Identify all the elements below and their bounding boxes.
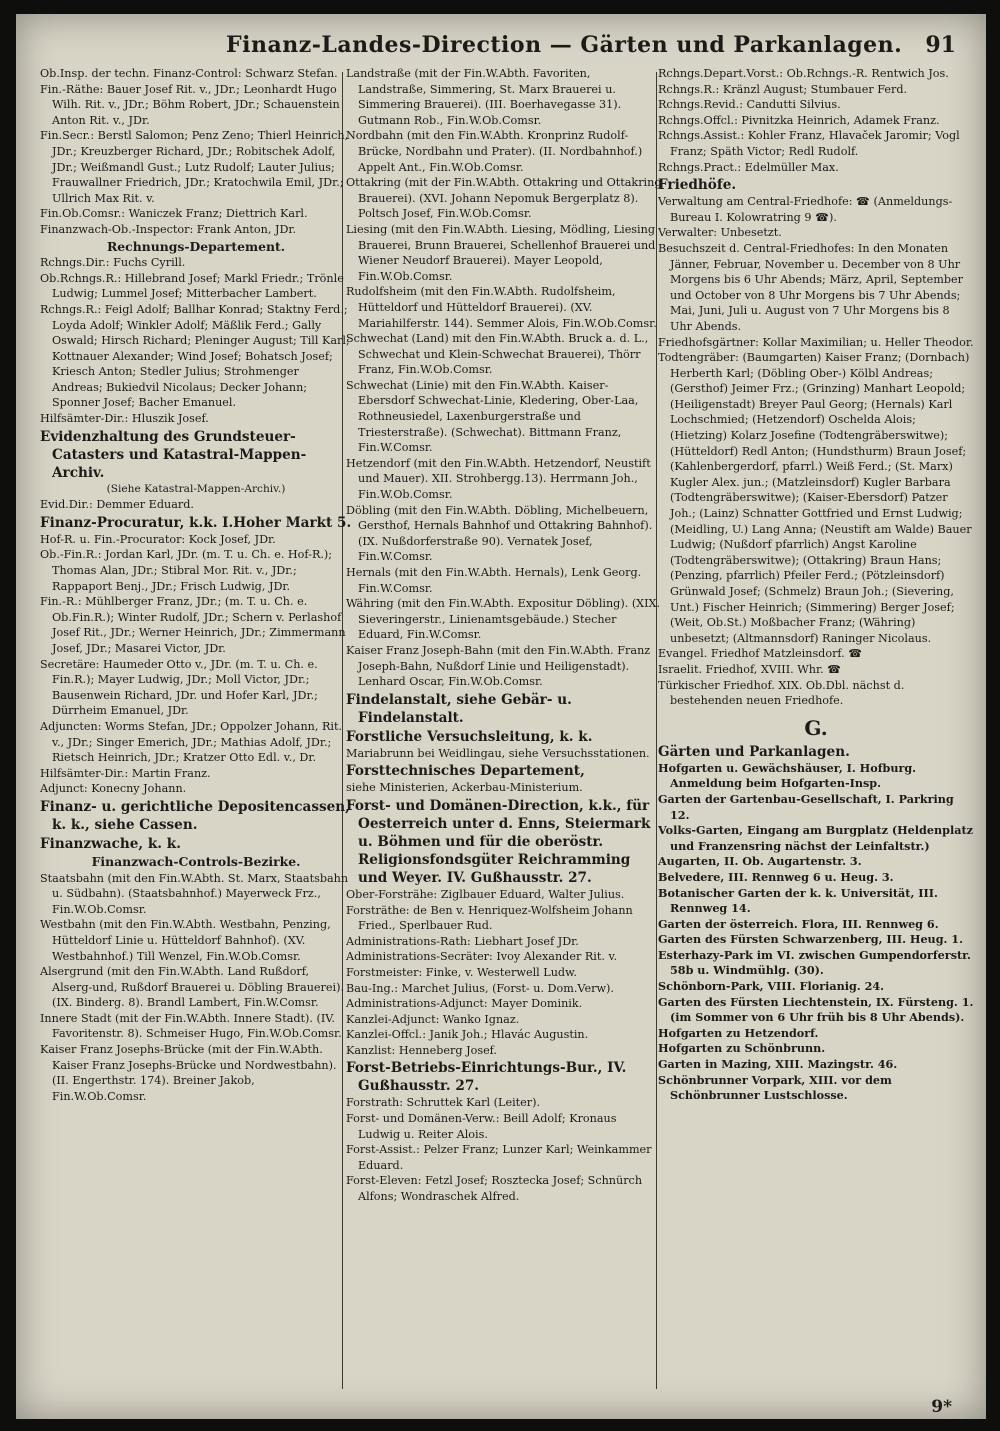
directory-entry: Hilfsämter-Dir.: Martin Franz. <box>40 766 211 780</box>
directory-entry: Administrations-Rath: Liebhart Josef JDr. <box>346 934 579 948</box>
directory-entry: Forstmeister: Finke, v. Westerwell Ludw. <box>346 965 577 979</box>
garden-entry: Garten in Mazing, XIII. Mazingstr. 46. <box>658 1057 898 1072</box>
directory-entry: Rchngs.R.: Feigl Adolf; Ballhar Konrad; Staktny Ferd.; Loyda Adolf; Winkler Adolf; Mäßlik Ferd.; Gally Oswald; Hirsch Richard; Pleninger August; Till Karl; Kottnauer Alexander; Wind Josef; Bohatsch Josef; Kriesch Anton; Stedler Julius; Strohmenger Andreas; Bukiedvil Nicolaus; Decker Johann; Sponner Josef; Bacher Emanuel. <box>40 302 350 410</box>
directory-entry: Forsträthe: de Ben v. Henriquez-Wolfsheim Johann Fried., Sperlbauer Rud. <box>346 903 633 933</box>
garden-entry: Volks-Garten, Eingang am Burgplatz (Heldenplatz und Franzensring nächst der Leinfaltstr.) <box>658 823 973 853</box>
directory-entry: Rchngs.Offcl.: Pivnitzka Heinrich, Adamek Franz. <box>658 113 940 127</box>
garden-entry: Garten des Fürsten Schwarzenberg, III. Heug. 1. <box>658 932 963 947</box>
section-heading: Forsttechnisches Departement, <box>346 763 585 780</box>
text-column-middle <box>346 66 662 1389</box>
directory-entry: Ob.Rchngs.R.: Hillebrand Josef; Markl Friedr.; Trönle Ludwig; Lummel Josef; Mitterbacher Lambert. <box>40 271 344 301</box>
running-header <box>16 28 986 68</box>
signature-mark: 9* <box>931 1397 952 1417</box>
directory-entry: Schwechat (Land) mit den Fin.W.Abth. Bruck a. d. L., Schwechat und Klein-Schwechat Brauerei), Thörr Franz, Fin.W.Ob.Comsr. <box>346 332 649 377</box>
section-heading: Finanzwache, k. k. <box>40 835 181 852</box>
directory-entry: Adjuncten: Worms Stefan, JDr.; Oppolzer Johann, Rit. v., JDr.; Singer Emerich, JDr.; Mathias Adolf, JDr.; Rietsch Heinrich, JDr.; Kratzer Otto Edl. v., Dr. <box>40 719 343 765</box>
garden-entry: Garten der österreich. Flora, III. Rennweg 6. <box>658 916 939 931</box>
directory-entry: Staatsbahn (mit den Fin.W.Abth. St. Marx, Staatsbahn u. Südbahn). (Staatsbahnhof.) Mayerweck Frz., Fin.W.Ob.Comsr. <box>40 871 349 916</box>
directory-entry: Fin.Secr.: Berstl Salomon; Penz Zeno; Thierl Heinrich, JDr.; Kreuzberger Richard, JDr.; Robitschek Adolf, JDr.; Weißmandl Gust.; Lutz Rudolf; Lauter Julius; Frauwallner Friedrich, JDr.; Kratochwila Emil, JDr.; Ullrich Max Rit. v. <box>40 129 349 205</box>
directory-entry: Verwaltung am Central-Friedhofe: ☎ (Anmeldungs-Bureau I. Kolowratring 9 ☎). <box>658 195 953 224</box>
directory-entry: Finanzwach-Ob.-Inspector: Frank Anton, JDr. <box>40 222 297 236</box>
garden-entry: Belvedere, III. Rennweg 6 u. Heug. 3. <box>658 869 894 884</box>
directory-entry: Hetzendorf (mit den Fin.W.Abth. Hetzendorf, Neustift und Mauer). XII. Strohbergg.13). Herrmann Joh., Fin.W.Ob.Comsr. <box>346 456 651 502</box>
garden-entry: Hofgarten zu Hetzendorf. <box>658 1025 819 1040</box>
directory-entry: Evangel. Friedhof Matzleinsdorf. ☎ <box>658 647 863 661</box>
directory-entry: Rchngs.R.: Kränzl August; Stumbauer Ferd. <box>658 82 908 96</box>
garden-entry: Botanischer Garten der k. k. Universität, III. Rennweg 14. <box>658 885 938 916</box>
directory-entry: Israelit. Friedhof, XVIII. Whr. ☎ <box>658 662 842 676</box>
directory-entry: Döbling (mit den Fin.W.Abth. Döbling, Michelbeuern, Gersthof, Hernals Bahnhof und Ottakring Bahnhof). (IX. Nußdorferstraße 90). Vernatek Josef, Fin.W.Comsr. <box>346 503 653 564</box>
directory-entry: Besuchszeit d. Central-Friedhofes: In den Monaten Jänner, Februar, November u. December von 8 Uhr Morgens bis 6 Uhr Abends; März, April, September und October von 8 Uhr Morgens bis 7 Uhr Abends; Mai, Juni, Juli u. August von 7 Uhr Morgens bis 8 Uhr Abends. <box>658 241 964 333</box>
directory-entry: Forst- und Domänen-Verw.: Beill Adolf; Kronaus Ludwig u. Reiter Alois. <box>346 1112 617 1141</box>
directory-entry: Hernals (mit den Fin.W.Abth. Hernals), Lenk Georg. Fin.W.Comsr. <box>346 566 642 595</box>
directory-entry: Friedhofsgärtner: Kollar Maximilian; u. Heller Theodor. <box>658 335 974 349</box>
page-number: 91 <box>925 32 956 58</box>
directory-entry: Landstraße (mit der Fin.W.Abth. Favoriten, Landstraße, Simmering, St. Marx Brauerei u. Simmering Brauerei). (III. Boerhavegasse 31). Gutmann Rob., Fin.W.Ob.Comsr. <box>346 67 622 127</box>
directory-entry: Westbahn (mit den Fin.W.Abth. Westbahn, Penzing, Hütteldorf Linie u. Hütteldorf Bahnhof). (XV. Westbahnhof.) Till Wenzel, Fin.W.Ob.Comsr. <box>40 918 331 963</box>
directory-entry: Administrations-Adjunct: Mayer Dominik. <box>346 997 583 1011</box>
garden-entry: Augarten, II. Ob. Augartenstr. 3. <box>658 854 862 869</box>
directory-entry: Rudolfsheim (mit den Fin.W.Abth. Rudolfsheim, Hütteldorf und Hütteldorf Brauerei). (XV. Mariahilferstr. 144). Semmer Alois, Fin.W.Ob.Comsr. <box>346 285 657 330</box>
directory-entry: Rchngs.Pract.: Edelmüller Max. <box>658 160 839 174</box>
sub-heading: Rechnungs-Departement. <box>106 238 286 254</box>
directory-entry: Innere Stadt (mit der Fin.W.Abth. Innere Stadt). (IV. Favoritenstr. 8). Schmeiser Hugo, Fin.W.Ob.Comsr. <box>40 1011 342 1041</box>
garden-entry: Hofgarten u. Gewächshäuser, I. Hofburg. Anmeldung beim Hofgarten-Insp. <box>658 760 917 791</box>
section-heading: Friedhöfe. <box>658 177 737 194</box>
directory-entry: Hof-R. u. Fin.-Procurator: Kock Josef, JDr. <box>40 532 276 546</box>
garden-entry: Garten des Fürsten Liechtenstein, IX. Fürsteng. 1. (im Sommer von 6 Uhr früh bis 8 Uhr Abends). <box>658 994 974 1025</box>
directory-entry: Fin.-R.: Mühlberger Franz, JDr.; (m. T. u. Ch. e. Ob.Fin.R.); Winter Rudolf, JDr.; Schern v. Perlashof Josef Rit., JDr.; Werner Heinrich, JDr.; Zimmermann Josef, JDr.; Masarei Victor, JDr. <box>40 595 346 655</box>
section-heading: Findelanstalt, siehe Gebär- u. Findelanstalt. <box>346 691 572 726</box>
directory-entry: Ob.Insp. der techn. Finanz-Control: Schwarz Stefan. <box>40 67 338 80</box>
directory-entry: Kaiser Franz Joseph-Bahn (mit den Fin.W.Abth. Franz Joseph-Bahn, Nußdorf Linie und Heiligenstadt). Lenhard Oscar, Fin.W.Ob.Comsr. <box>346 643 651 689</box>
directory-entry: Nordbahn (mit den Fin.W.Abth. Kronprinz Rudolf-Brücke, Nordbahn und Prater). (II. Nordbahnhof.) Appelt Ant., Fin.W.Ob.Comsr. <box>346 129 643 174</box>
directory-entry: Fin.-Räthe: Bauer Josef Rit. v., JDr.; Leonhardt Hugo Wilh. Rit. v., JDr.; Böhm Robert, JDr.; Schauenstein Anton Rit. v., JDr. <box>40 82 340 127</box>
garden-entry: Garten der Gartenbau-Gesellschaft, I. Parkring 12. <box>658 791 954 822</box>
directory-entry: Verwalter: Unbesetzt. <box>658 226 782 240</box>
section-heading: Finanz-Procuratur, k.k. I.Hoher Markt 5. <box>40 514 352 531</box>
directory-entry: Kaiser Franz Josephs-Brücke (mit der Fin.W.Abth. Kaiser Franz Josephs-Brücke und Nordwestbahn). (II. Engerthstr. 174). Breiner Jakob, Fin.W.Ob.Comsr. <box>40 1043 337 1103</box>
directory-entry: Forst-Assist.: Pelzer Franz; Lunzer Karl; Weinkammer Eduard. <box>346 1143 652 1172</box>
directory-entry: Rchngs.Assist.: Kohler Franz, Hlavaček Jaromir; Vogl Franz; Späth Victor; Redl Rudolf. <box>658 129 960 158</box>
directory-entry: Währing (mit den Fin.W.Abth. Expositur Döbling). (XIX. Sieveringerstr., Linienamtsgebäude.) Stecher Eduard, Fin.W.Comsr. <box>346 597 661 642</box>
garden-entry: Hofgarten zu Schönbrunn. <box>658 1041 826 1056</box>
sub-heading: Finanzwach-Controls-Bezirke. <box>91 853 301 869</box>
directory-entry: siehe Ministerien, Ackerbau-Ministerium. <box>346 781 583 795</box>
directory-entry: Evid.Dir.: Demmer Eduard. <box>40 498 194 512</box>
directory-entry: Schwechat (Linie) mit den Fin.W.Abth. Kaiser-Ebersdorf Schwechat-Linie, Kledering, Ober-Laa, Rothneusiedel, Laxenburgerstraße und Triesterstraße). (Schwechat). Bittmann Franz, Fin.W.Comsr. <box>346 378 639 455</box>
directory-entry: Liesing (mit den Fin.W.Abth. Liesing, Mödling, Liesing Brauerei, Brunn Brauerei, Schellenhof Brauerei und Wiener Neudorf Brauerei). Mayer Leopold, Fin.W.Ob.Comsr. <box>346 222 656 283</box>
directory-entry: Forst-Eleven: Fetzl Josef; Rosztecka Josef; Schnürch Alfons; Wondraschek Alfred. <box>346 1174 643 1204</box>
directory-entry: Rchngs.Dir.: Fuchs Cyrill. <box>40 256 186 270</box>
directory-entry: Alsergrund (mit den Fin.W.Abth. Land Rußdorf, Alserg-und, Rußdorf Brauerei u. Döbling Brauerei). (IX. Binderg. 8). Brandl Lambert, Fin.W.Comsr. <box>40 965 345 1010</box>
section-heading: Forstliche Versuchsleitung, k. k. <box>346 728 593 745</box>
directory-entry: Kanzlist: Henneberg Josef. <box>346 1043 497 1057</box>
directory-entry: Mariabrunn bei Weidlingau, siehe Versuchsstationen. <box>346 746 650 760</box>
directory-entry: Administrations-Secräter: Ivoy Alexander Rit. v. <box>346 950 618 964</box>
text-column-right <box>658 66 974 1389</box>
text-column-left <box>40 66 352 1389</box>
directory-entry: Rchngs.Depart.Vorst.: Ob.Rchngs.-R. Rentwich Jos. <box>658 67 949 80</box>
garden-entry: Esterhazy-Park im VI. zwischen Gumpendorferstr. 58b u. Windmühlg. (30). <box>658 947 971 978</box>
section-heading: Forst-Betriebs-Einrichtungs-Bur., IV. Gußhausstr. 27. <box>346 1060 627 1095</box>
directory-entry: Kanzlei-Offcl.: Janik Joh.; Hlavác Augustin. <box>346 1028 589 1042</box>
directory-entry: Adjunct: Konecny Johann. <box>40 782 187 796</box>
section-heading: Finanz- u. gerichtliche Depositencassen, k. k., siehe Cassen. <box>40 798 350 833</box>
section-heading: Evidenzhaltung des Grundsteuer-Catasters und Katastral-Mappen-Archiv. <box>40 428 307 481</box>
directory-entry: Rchngs.Revid.: Candutti Silvius. <box>658 98 841 112</box>
garden-entry: Schönbrunner Vorpark, XIII. vor dem Schönbrunner Lustschlosse. <box>658 1072 892 1103</box>
directory-entry: Türkischer Friedhof. XIX. Ob.Dbl. nächst d. bestehenden neuen Friedhofe. <box>658 678 905 708</box>
directory-entry: Ober-Forsträhe: Ziglbauer Eduard, Walter Julius. <box>346 887 625 901</box>
directory-entry: Kanzlei-Adjunct: Wanko Ignaz. <box>346 1012 520 1026</box>
cross-reference-note: (Siehe Katastral-Mappen-Archiv.) <box>106 482 286 495</box>
letter-divider: G. <box>804 715 828 740</box>
directory-entry: Ob.-Fin.R.: Jordan Karl, JDr. (m. T. u. Ch. e. Hof-R.); Thomas Alan, JDr.; Stibral Mor. Rit. v., JDr.; Rappaport Benj., JDr.; Frisch Ludwig, JDr. <box>40 548 333 593</box>
running-title: Finanz-Landes-Direction — Gärten und Parkanlagen. <box>226 32 903 58</box>
document-page <box>16 14 986 1419</box>
section-heading: Forst- und Domänen-Direction, k.k., für Oesterreich unter d. Enns, Steiermark u. Böhmen und für die oberöstr. Religionsfondsgüter Reichramming und Weyer. IV. Gußhausstr. 27. <box>346 797 651 886</box>
garden-entry: Schönborn-Park, VIII. Florianig. 24. <box>658 979 885 994</box>
directory-entry: Secretäre: Haumeder Otto v., JDr. (m. T. u. Ch. e. Fin.R.); Mayer Ludwig, JDr.; Moll Victor, JDr.; Bausenwein Richard, JDr. und Hofer Karl, JDr.; Dürrheim Emanuel, JDr. <box>40 657 318 718</box>
directory-entry: Bau-Ing.: Marchet Julius, (Forst- u. Dom.Verw). <box>346 981 614 995</box>
section-heading: Gärten und Parkanlagen. <box>658 743 850 760</box>
directory-entry: Todtengräber: (Baumgarten) Kaiser Franz; (Dornbach) Herberth Karl; (Döbling Ober-) Kölbl Andreas; (Gersthof) Jeimer Frz.; (Grinzing) Manhart Leopold; (Heiligenstadt) Breyer Paul Georg; (Hernals) Karl Lochschmied; (Hetzendorf) Oschelda Alois; (Hietzing) Kolarz Josefine (Todtengräberswitwe); (Hütteldorf) Redl Anton; (Hundsthurm) Braun Josef; (Kahlenbergerdorf, pfarrl.) Weiß Ferd.; (St. Marx) Kugler Alex. jun.; (Matzleinsdorf) Kugler Barbara (Todtengräberswitwe); (Kaiser-Ebersdorf) Patzer Joh.; (Lainz) Schnatter Gottfried und Ernst Ludwig; (Meidling, U.) Lang Anna; (Neustift am Walde) Bauer Ludwig; (Nußdorf pfarrlich) Angst Karoline (Todtengräberswitwe); (Ottakring) Braun Hans; (Penzing, pfarrlich) Pfeiler Ferd.; (Pötzleinsdorf) Grünwald Josef; (Schmelz) Braun Joh.; (Sievering, Unt.) Fischer Heinrich; (Simmering) Berger Josef; (Weit, Ob.St.) Moßbacher Franz; (Währing) unbesetzt; (Altmannsdorf) Raninger Nicolaus. <box>658 351 972 645</box>
directory-entry: Forstrath: Schruttek Karl (Leiter). <box>346 1096 541 1110</box>
directory-entry: Ottakring (mit der Fin.W.Abth. Ottakring und Ottakring Brauerei). (XVI. Johann Nepomuk Bergerplatz 8). Poltsch Josef, Fin.W.Ob.Comsr. <box>346 176 662 221</box>
directory-entry: Fin.Ob.Comsr.: Waniczek Franz; Diettrich Karl. <box>40 207 308 221</box>
directory-entry: Hilfsämter-Dir.: Hluszik Josef. <box>40 412 209 426</box>
